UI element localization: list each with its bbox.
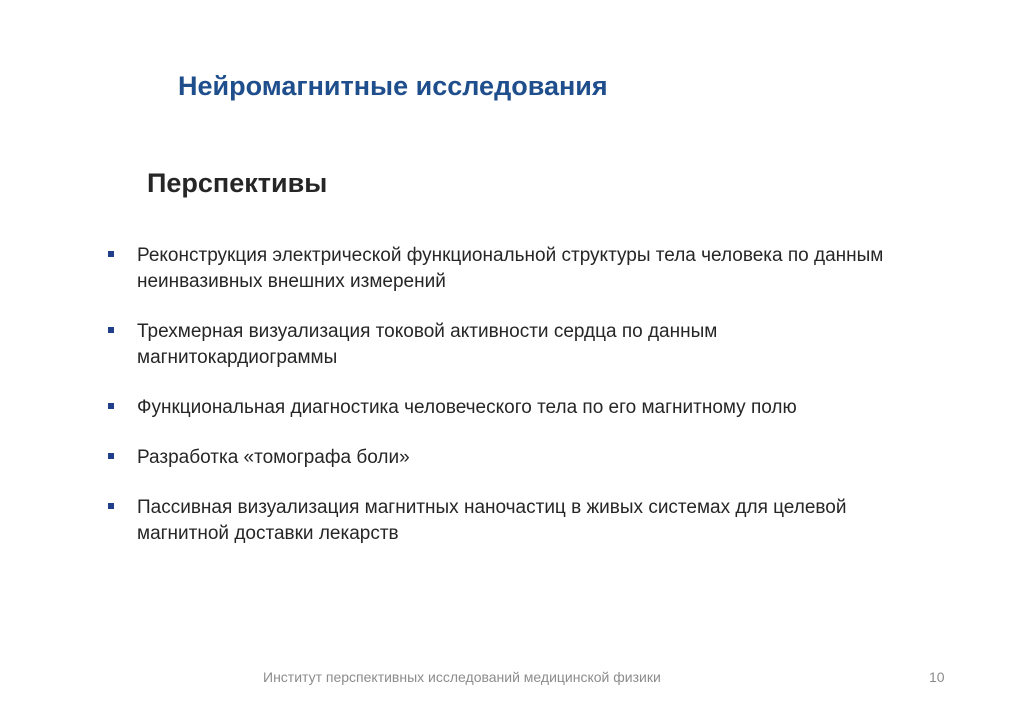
bullet-item (108, 495, 908, 547)
footer-institute: Институт перспективных исследований медицинской физики (263, 669, 661, 685)
bullet-item (108, 319, 908, 371)
bullet-text: Трехмерная визуализация токовой активности сердца по данным магнитокардиограммы (137, 321, 718, 368)
bullet-item (108, 445, 908, 471)
section-heading: Перспективы (147, 168, 328, 198)
bullet-text: Реконструкция электрической функциональной структуры тела человека по данным неинвазивных внешних измерений (137, 245, 884, 292)
slide-title: Нейромагнитные исследования (178, 71, 608, 101)
bullet-list (108, 243, 908, 571)
square-bullet-icon (108, 403, 114, 409)
square-bullet-icon (108, 453, 114, 459)
bullet-item (108, 243, 908, 295)
bullet-text: Разработка «томографа боли» (137, 447, 410, 468)
square-bullet-icon (108, 251, 114, 257)
bullet-item (108, 395, 908, 421)
page-number: 10 (929, 669, 945, 685)
bullet-text: Функциональная диагностика человеческого тела по его магнитному полю (137, 397, 797, 418)
square-bullet-icon (108, 327, 114, 333)
square-bullet-icon (108, 503, 114, 509)
bullet-text: Пассивная визуализация магнитных наночастиц в живых системах для целевой магнитной доставки лекарств (137, 497, 847, 544)
